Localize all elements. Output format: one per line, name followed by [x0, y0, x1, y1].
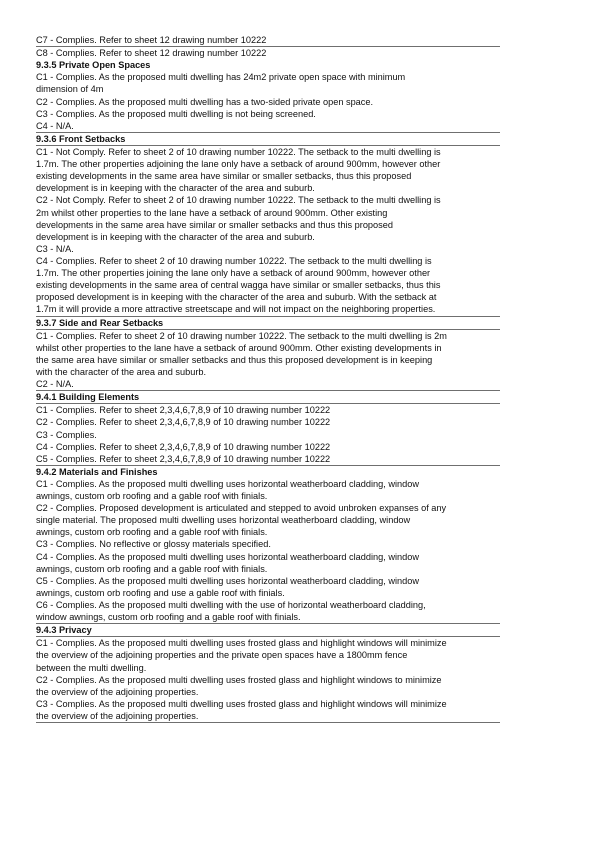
text-line: C4 - Complies. As the proposed multi dwelling uses horizontal weatherboard cladding, window — [36, 551, 420, 562]
text-line: dimension of 4m — [36, 84, 104, 95]
text-line: between the multi dwelling. — [36, 662, 147, 673]
text-line: proposed development is in keeping with the character of the area and suburb. With the setback at — [36, 292, 437, 303]
text-line: existing developments in the same area have similar or smaller setbacks, thus this proposed — [36, 171, 412, 182]
text-line: awnings, custom orb roofing and use a gable roof with finials. — [36, 587, 285, 598]
text-line: C2 - Complies. Proposed development is articulated and stepped to avoid unbroken expanses of any — [36, 503, 447, 514]
text-line: awnings, custom orb roofing and a gable roof with finials. — [36, 491, 268, 502]
text-line: development is in keeping with the character of the area and suburb. — [36, 183, 315, 194]
text-line: single material. The proposed multi dwelling uses horizontal weatherboard cladding, window — [36, 515, 411, 526]
text-line: whilst other properties to the lane have a setback of around 900mm. Other existing developments in — [36, 342, 442, 353]
text-line: C7 - Complies. Refer to sheet 12 drawing number 10222 — [36, 34, 500, 47]
text-line: C1 - Complies. As the proposed multi dwelling uses frosted glass and highlight windows will minimize — [36, 638, 447, 649]
section-heading: 9.3.7 Side and Rear Setbacks — [36, 317, 500, 330]
document-page — [36, 34, 500, 723]
section-heading: 9.3.5 Private Open Spaces — [36, 60, 151, 71]
text-line: C3 - Complies. — [36, 429, 97, 440]
text-line: C1 - Complies. As the proposed multi dwelling has 24m2 private open space with minimum — [36, 72, 406, 83]
text-line: development is in keeping with the character of the area and suburb. — [36, 231, 315, 242]
text-line: C1 - Complies. As the proposed multi dwelling uses horizontal weatherboard cladding, window — [36, 478, 420, 489]
section-heading: 9.4.2 Materials and Finishes — [36, 466, 158, 477]
text-line: C4 - N/A. — [36, 120, 500, 133]
text-line: C1 - Complies. Refer to sheet 2,3,4,6,7,8,9 of 10 drawing number 10222 — [36, 405, 331, 416]
section-heading: 9.3.6 Front Setbacks — [36, 133, 500, 146]
text-line: 1.7m. The other properties adjoining the lane only have a setback of around 900mm, however other — [36, 159, 441, 170]
text-line: C1 - Complies. Refer to sheet 2 of 10 drawing number 10222. The setback to the multi dwelling is 2m — [36, 330, 447, 341]
text-line: C4 - Complies. Refer to sheet 2 of 10 drawing number 10222. The setback to the multi dwelling is — [36, 255, 432, 266]
text-line: the overview of the adjoining properties. — [36, 710, 500, 723]
text-line: C3 - Complies. No reflective or glossy materials specified. — [36, 539, 271, 550]
text-line: the overview of the adjoining properties and the private open spaces have a 1800mm fence — [36, 650, 408, 661]
text-line: C3 - Complies. As the proposed multi dwelling uses frosted glass and highlight windows will minimize — [36, 698, 447, 709]
text-line: 1.7m it will provide a more attractive streetscape and will not impact on the neighboring properties. — [36, 303, 500, 316]
text-line: awnings, custom orb roofing and a gable roof with finials. — [36, 527, 268, 538]
text-line: C2 - Not Comply. Refer to sheet 2 of 10 drawing number 10222. The setback to the multi dwelling is — [36, 195, 441, 206]
section-heading: 9.4.1 Building Elements — [36, 391, 500, 404]
text-line: C2 - Complies. As the proposed multi dwelling uses frosted glass and highlight windows to minimize — [36, 674, 442, 685]
text-line: C4 - Complies. Refer to sheet 2,3,4,6,7,8,9 of 10 drawing number 10222 — [36, 441, 331, 452]
text-line: C1 - Not Comply. Refer to sheet 2 of 10 drawing number 10222. The setback to the multi dwelling is — [36, 146, 441, 157]
text-line: C3 - Complies. As the proposed multi dwelling is not being screened. — [36, 108, 316, 119]
text-line: C2 - Complies. As the proposed multi dwelling has a two-sided private open space. — [36, 96, 374, 107]
text-line: with the character of the area and suburb. — [36, 366, 207, 377]
text-line: awnings, custom orb roofing and a gable roof with finials. — [36, 563, 268, 574]
text-line: C5 - Complies. As the proposed multi dwelling uses horizontal weatherboard cladding, window — [36, 575, 420, 586]
text-line: C6 - Complies. As the proposed multi dwelling with the use of horizontal weatherboard cladding, — [36, 600, 426, 611]
text-line: the same area have similar or smaller setbacks and thus this proposed development is in keeping — [36, 354, 433, 365]
text-line: 1.7m. The other properties joining the lane only have a setback of around 900mm, however other — [36, 268, 431, 279]
text-line: C5 - Complies. Refer to sheet 2,3,4,6,7,8,9 of 10 drawing number 10222 — [36, 453, 500, 466]
text-line: C2 - N/A. — [36, 378, 500, 391]
text-line: C8 - Complies. Refer to sheet 12 drawing number 10222 — [36, 48, 267, 59]
text-line: C2 - Complies. Refer to sheet 2,3,4,6,7,8,9 of 10 drawing number 10222 — [36, 417, 331, 428]
text-line: C3 - N/A. — [36, 243, 74, 254]
text-line: the overview of the adjoining properties. — [36, 686, 199, 697]
text-line: existing developments in the same area of central wagga have similar or smaller setbacks, thus this — [36, 280, 441, 291]
section-heading: 9.4.3 Privacy — [36, 624, 500, 637]
text-line: developments in the same area have similar or smaller setbacks and thus this proposed — [36, 219, 393, 230]
text-line: 2m whilst other properties to the lane have a setback of around 900mm. Other existing — [36, 207, 388, 218]
text-line: window awnings, custom orb roofing and a gable roof with finials. — [36, 611, 500, 624]
